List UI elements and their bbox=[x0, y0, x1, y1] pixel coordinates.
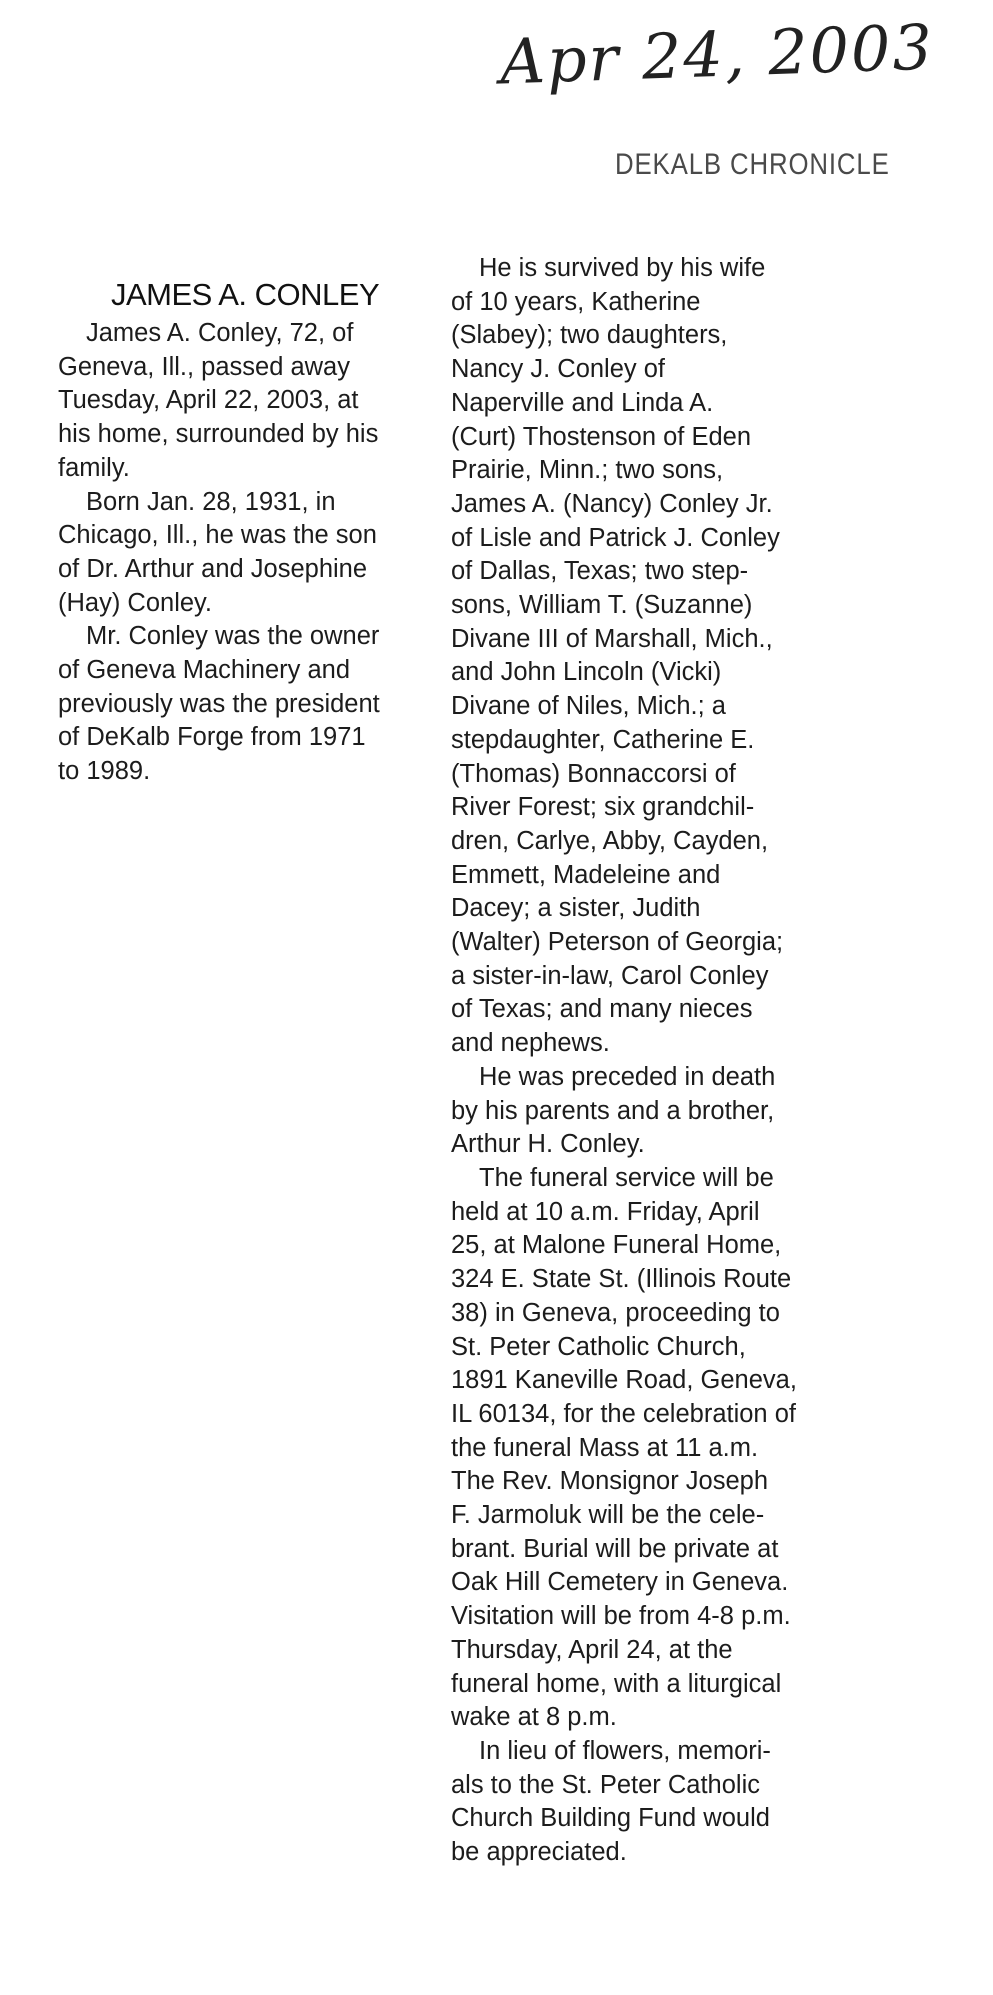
obituary-paragraph-preceded: He was preceded in death by his parents and a brother, Arthur H. Conley. bbox=[451, 1062, 776, 1159]
obituary-paragraph-survivors: He is survived by his wife of 10 years, Katherine (Slabey); two daughters, Nancy J. Conley of Naperville and Linda A. (Curt) Thostenson of Eden Prairie, Minn.; two sons, James A. (Nancy) Conley Jr. of Lisle and Patrick J. Conley of Dallas, Texas; two step- sons, William T. (Suzanne) Divane III of Marshall, Mich., and John Lincoln (Vicki) Divane of Niles, Mich.; a stepdaughter, Catherine E. (Thomas) Bonnaccorsi of River Forest; six grandchil- dren, Carlye, Abby, Cayden, Emmett, Madeleine and Dacey; a sister, Judith (Walter) Peterson of Georgia; a sister-in-law, Carol Conley of Texas; and many nieces and nephews. bbox=[451, 254, 784, 1058]
obituary-right-column bbox=[451, 252, 846, 1870]
obituary-paragraph-career: Mr. Conley was the owner of Geneva Machinery and previously was the president of DeKalb Forge from 1971 to 1989. bbox=[58, 622, 380, 786]
obituary-left-column bbox=[58, 275, 438, 789]
obituary-paragraph-intro: James A. Conley, 72, of Geneva, Ill., passed away Tuesday, April 22, 2003, at his home, surrounded by his family. bbox=[58, 319, 379, 482]
handwritten-date-annotation: Apr 24, 2003 bbox=[498, 10, 936, 99]
newspaper-source-stamp: DEKALB CHRONICLE bbox=[615, 148, 890, 181]
obituary-paragraph-funeral-service: The funeral service will be held at 10 a.m. Friday, April 25, at Malone Funeral Home, 324 E. State St. (Illinois Route 38) in Geneva, proceeding to St. Peter Catholic Church, 1891 Kaneville Road, Geneva, IL 60134, for the celebration of the funeral Mass at 11 a.m. The Rev. Monsignor Joseph F. Jarmoluk will be the cele- brant. Burial will be private at Oak Hill Cemetery in Geneva. bbox=[451, 1163, 797, 1597]
obituary-paragraph-visitation: Visitation will be from 4-8 p.m. Thursday, April 24, at the funeral home, with a liturgical wake at 8 p.m. bbox=[451, 1602, 791, 1732]
obituary-headline: JAMES A. CONLEY bbox=[111, 277, 380, 312]
obituary-paragraph-memorials: In lieu of flowers, memori- als to the St. Peter Catholic Church Building Fund would be appreciated. bbox=[451, 1736, 771, 1867]
obituary-paragraph-birth: Born Jan. 28, 1931, in Chicago, Ill., he was the son of Dr. Arthur and Josephine (Hay) Conley. bbox=[58, 487, 377, 617]
